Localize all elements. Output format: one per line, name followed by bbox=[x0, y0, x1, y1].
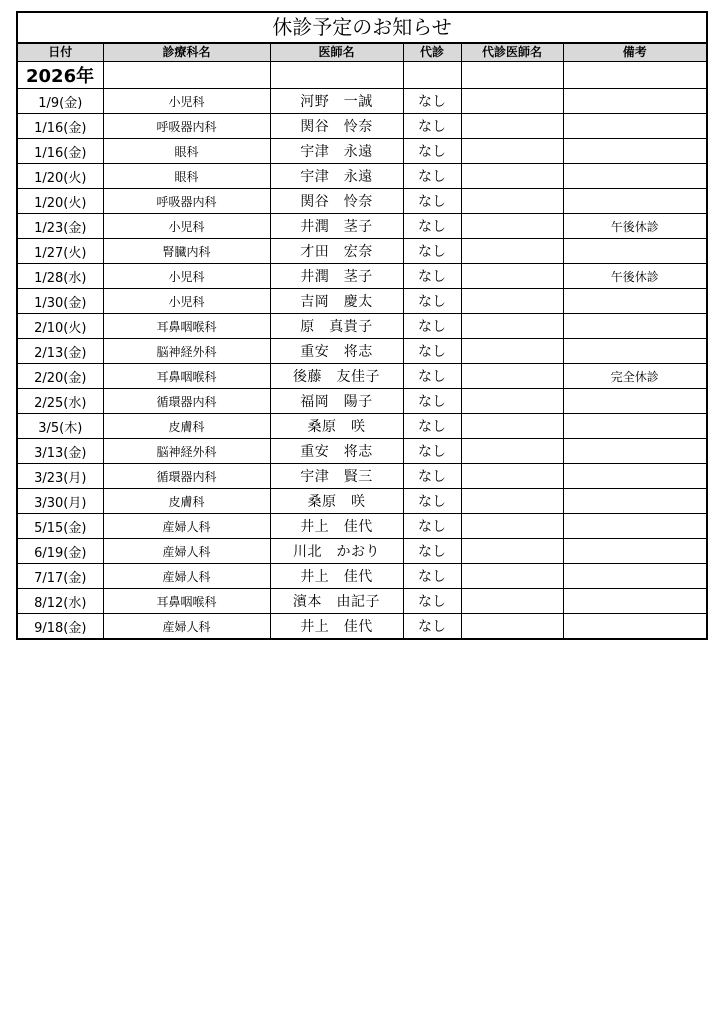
year-row-empty-cell bbox=[103, 62, 270, 89]
header-doctor: 医師名 bbox=[270, 44, 403, 62]
cell-substitute: なし bbox=[403, 264, 461, 289]
cell-substitute: なし bbox=[403, 114, 461, 139]
cell-substitute: なし bbox=[403, 589, 461, 614]
cell-date: 3/13(金) bbox=[18, 439, 103, 464]
cell-substitute: なし bbox=[403, 414, 461, 439]
cell-substitute-doctor bbox=[461, 214, 563, 239]
cell-remarks bbox=[563, 114, 706, 139]
cell-department: 眼科 bbox=[103, 164, 270, 189]
cell-date: 1/28(水) bbox=[18, 264, 103, 289]
table-row bbox=[18, 164, 706, 189]
table-row bbox=[18, 414, 706, 439]
cell-remarks bbox=[563, 614, 706, 639]
cell-department: 小児科 bbox=[103, 289, 270, 314]
cell-remarks bbox=[563, 239, 706, 264]
cell-doctor: 宇津 永遠 bbox=[270, 164, 403, 189]
cell-remarks bbox=[563, 139, 706, 164]
cell-substitute-doctor bbox=[461, 439, 563, 464]
cell-doctor: 重安 将志 bbox=[270, 439, 403, 464]
cell-date: 3/30(月) bbox=[18, 489, 103, 514]
cell-date: 2/10(火) bbox=[18, 314, 103, 339]
cell-remarks bbox=[563, 464, 706, 489]
cell-substitute-doctor bbox=[461, 614, 563, 639]
cell-date: 7/17(金) bbox=[18, 564, 103, 589]
cell-substitute: なし bbox=[403, 564, 461, 589]
cell-remarks bbox=[563, 539, 706, 564]
cell-date: 1/16(金) bbox=[18, 139, 103, 164]
cell-date: 2/20(金) bbox=[18, 364, 103, 389]
cell-substitute-doctor bbox=[461, 314, 563, 339]
table-row bbox=[18, 514, 706, 539]
cell-date: 1/20(火) bbox=[18, 189, 103, 214]
cell-substitute: なし bbox=[403, 89, 461, 114]
cell-substitute: なし bbox=[403, 489, 461, 514]
table-row bbox=[18, 314, 706, 339]
table-header-row bbox=[18, 44, 706, 62]
table-row bbox=[18, 189, 706, 214]
cell-remarks bbox=[563, 564, 706, 589]
cell-doctor: 原 真貴子 bbox=[270, 314, 403, 339]
year-row bbox=[18, 62, 706, 89]
cell-substitute-doctor bbox=[461, 264, 563, 289]
cell-doctor: 関谷 怜奈 bbox=[270, 114, 403, 139]
cell-department: 循環器内科 bbox=[103, 464, 270, 489]
cell-substitute-doctor bbox=[461, 114, 563, 139]
cell-substitute: なし bbox=[403, 239, 461, 264]
cell-department: 産婦人科 bbox=[103, 564, 270, 589]
cell-substitute: なし bbox=[403, 339, 461, 364]
cell-doctor: 井上 佳代 bbox=[270, 564, 403, 589]
table-row bbox=[18, 489, 706, 514]
cell-doctor: 桑原 咲 bbox=[270, 414, 403, 439]
cell-doctor: 井潤 茎子 bbox=[270, 214, 403, 239]
cell-remarks bbox=[563, 414, 706, 439]
cell-substitute-doctor bbox=[461, 389, 563, 414]
cell-remarks bbox=[563, 189, 706, 214]
cell-date: 9/18(金) bbox=[18, 614, 103, 639]
cell-remarks bbox=[563, 514, 706, 539]
cell-doctor: 川北 かおり bbox=[270, 539, 403, 564]
table-row bbox=[18, 289, 706, 314]
cell-doctor: 河野 一誠 bbox=[270, 89, 403, 114]
cell-department: 耳鼻咽喉科 bbox=[103, 589, 270, 614]
cell-department: 産婦人科 bbox=[103, 539, 270, 564]
cell-substitute-doctor bbox=[461, 464, 563, 489]
cell-remarks bbox=[563, 89, 706, 114]
cell-department: 腎臓内科 bbox=[103, 239, 270, 264]
cell-department: 小児科 bbox=[103, 264, 270, 289]
table-row bbox=[18, 539, 706, 564]
cell-date: 1/16(金) bbox=[18, 114, 103, 139]
cell-department: 小児科 bbox=[103, 89, 270, 114]
cell-doctor: 才田 宏奈 bbox=[270, 239, 403, 264]
header-date: 日付 bbox=[18, 44, 103, 62]
cell-department: 眼科 bbox=[103, 139, 270, 164]
cell-doctor: 福岡 陽子 bbox=[270, 389, 403, 414]
cell-substitute-doctor bbox=[461, 589, 563, 614]
cell-substitute: なし bbox=[403, 389, 461, 414]
cell-substitute: なし bbox=[403, 364, 461, 389]
cell-department: 循環器内科 bbox=[103, 389, 270, 414]
header-remarks: 備考 bbox=[563, 44, 706, 62]
cell-doctor: 井上 佳代 bbox=[270, 614, 403, 639]
cell-remarks: 午後休診 bbox=[563, 214, 706, 239]
cell-substitute: なし bbox=[403, 214, 461, 239]
year-label: 2026年 bbox=[18, 62, 103, 89]
cell-substitute-doctor bbox=[461, 239, 563, 264]
cell-substitute-doctor bbox=[461, 514, 563, 539]
cell-department: 脳神経外科 bbox=[103, 439, 270, 464]
cell-remarks bbox=[563, 339, 706, 364]
cell-substitute-doctor bbox=[461, 89, 563, 114]
table-row bbox=[18, 564, 706, 589]
year-row-empty-cell bbox=[403, 62, 461, 89]
cell-substitute-doctor bbox=[461, 414, 563, 439]
cell-substitute: なし bbox=[403, 314, 461, 339]
table-row bbox=[18, 339, 706, 364]
cell-substitute-doctor bbox=[461, 339, 563, 364]
cell-doctor: 井上 佳代 bbox=[270, 514, 403, 539]
year-row-empty-cell bbox=[563, 62, 706, 89]
cell-doctor: 濱本 由記子 bbox=[270, 589, 403, 614]
cell-doctor: 宇津 永遠 bbox=[270, 139, 403, 164]
year-row-empty-cell bbox=[270, 62, 403, 89]
cell-department: 産婦人科 bbox=[103, 614, 270, 639]
table-row bbox=[18, 364, 706, 389]
cell-substitute: なし bbox=[403, 514, 461, 539]
cell-doctor: 桑原 咲 bbox=[270, 489, 403, 514]
cell-substitute: なし bbox=[403, 539, 461, 564]
table-row bbox=[18, 439, 706, 464]
cell-date: 2/25(水) bbox=[18, 389, 103, 414]
cell-date: 2/13(金) bbox=[18, 339, 103, 364]
cell-date: 1/30(金) bbox=[18, 289, 103, 314]
cell-date: 5/15(金) bbox=[18, 514, 103, 539]
cell-date: 1/20(火) bbox=[18, 164, 103, 189]
cell-date: 1/9(金) bbox=[18, 89, 103, 114]
cell-substitute: なし bbox=[403, 614, 461, 639]
table-row bbox=[18, 239, 706, 264]
cell-doctor: 井潤 茎子 bbox=[270, 264, 403, 289]
table-row bbox=[18, 589, 706, 614]
closure-table bbox=[18, 43, 706, 638]
cell-remarks bbox=[563, 289, 706, 314]
cell-substitute: なし bbox=[403, 189, 461, 214]
cell-department: 脳神経外科 bbox=[103, 339, 270, 364]
year-row-empty-cell bbox=[461, 62, 563, 89]
header-department: 診療科名 bbox=[103, 44, 270, 62]
cell-substitute: なし bbox=[403, 139, 461, 164]
cell-substitute: なし bbox=[403, 164, 461, 189]
cell-substitute: なし bbox=[403, 464, 461, 489]
cell-substitute-doctor bbox=[461, 364, 563, 389]
cell-doctor: 関谷 怜奈 bbox=[270, 189, 403, 214]
cell-date: 1/23(金) bbox=[18, 214, 103, 239]
cell-date: 3/23(月) bbox=[18, 464, 103, 489]
cell-remarks bbox=[563, 314, 706, 339]
cell-date: 6/19(金) bbox=[18, 539, 103, 564]
cell-substitute-doctor bbox=[461, 539, 563, 564]
table-row bbox=[18, 389, 706, 414]
header-substitute-doctor: 代診医師名 bbox=[461, 44, 563, 62]
closure-notice-sheet bbox=[16, 11, 708, 640]
cell-date: 8/12(水) bbox=[18, 589, 103, 614]
cell-department: 産婦人科 bbox=[103, 514, 270, 539]
cell-department: 皮膚科 bbox=[103, 489, 270, 514]
cell-department: 耳鼻咽喉科 bbox=[103, 314, 270, 339]
cell-substitute-doctor bbox=[461, 139, 563, 164]
cell-substitute-doctor bbox=[461, 489, 563, 514]
cell-department: 耳鼻咽喉科 bbox=[103, 364, 270, 389]
cell-doctor: 吉岡 慶太 bbox=[270, 289, 403, 314]
table-row bbox=[18, 214, 706, 239]
cell-remarks bbox=[563, 389, 706, 414]
table-row bbox=[18, 139, 706, 164]
table-row bbox=[18, 264, 706, 289]
table-row bbox=[18, 614, 706, 639]
table-row bbox=[18, 89, 706, 114]
page-title: 休診予定のお知らせ bbox=[18, 13, 706, 43]
cell-doctor: 重安 将志 bbox=[270, 339, 403, 364]
cell-doctor: 後藤 友佳子 bbox=[270, 364, 403, 389]
cell-remarks: 午後休診 bbox=[563, 264, 706, 289]
cell-remarks bbox=[563, 589, 706, 614]
cell-doctor: 宇津 賢三 bbox=[270, 464, 403, 489]
cell-substitute-doctor bbox=[461, 189, 563, 214]
cell-substitute-doctor bbox=[461, 564, 563, 589]
cell-substitute: なし bbox=[403, 439, 461, 464]
cell-date: 1/27(火) bbox=[18, 239, 103, 264]
cell-remarks bbox=[563, 439, 706, 464]
cell-remarks bbox=[563, 164, 706, 189]
table-row bbox=[18, 114, 706, 139]
table-row bbox=[18, 464, 706, 489]
cell-substitute-doctor bbox=[461, 164, 563, 189]
cell-department: 小児科 bbox=[103, 214, 270, 239]
cell-substitute-doctor bbox=[461, 289, 563, 314]
header-substitute: 代診 bbox=[403, 44, 461, 62]
cell-remarks bbox=[563, 489, 706, 514]
cell-substitute: なし bbox=[403, 289, 461, 314]
cell-date: 3/5(木) bbox=[18, 414, 103, 439]
cell-department: 皮膚科 bbox=[103, 414, 270, 439]
cell-remarks: 完全休診 bbox=[563, 364, 706, 389]
cell-department: 呼吸器内科 bbox=[103, 114, 270, 139]
cell-department: 呼吸器内科 bbox=[103, 189, 270, 214]
